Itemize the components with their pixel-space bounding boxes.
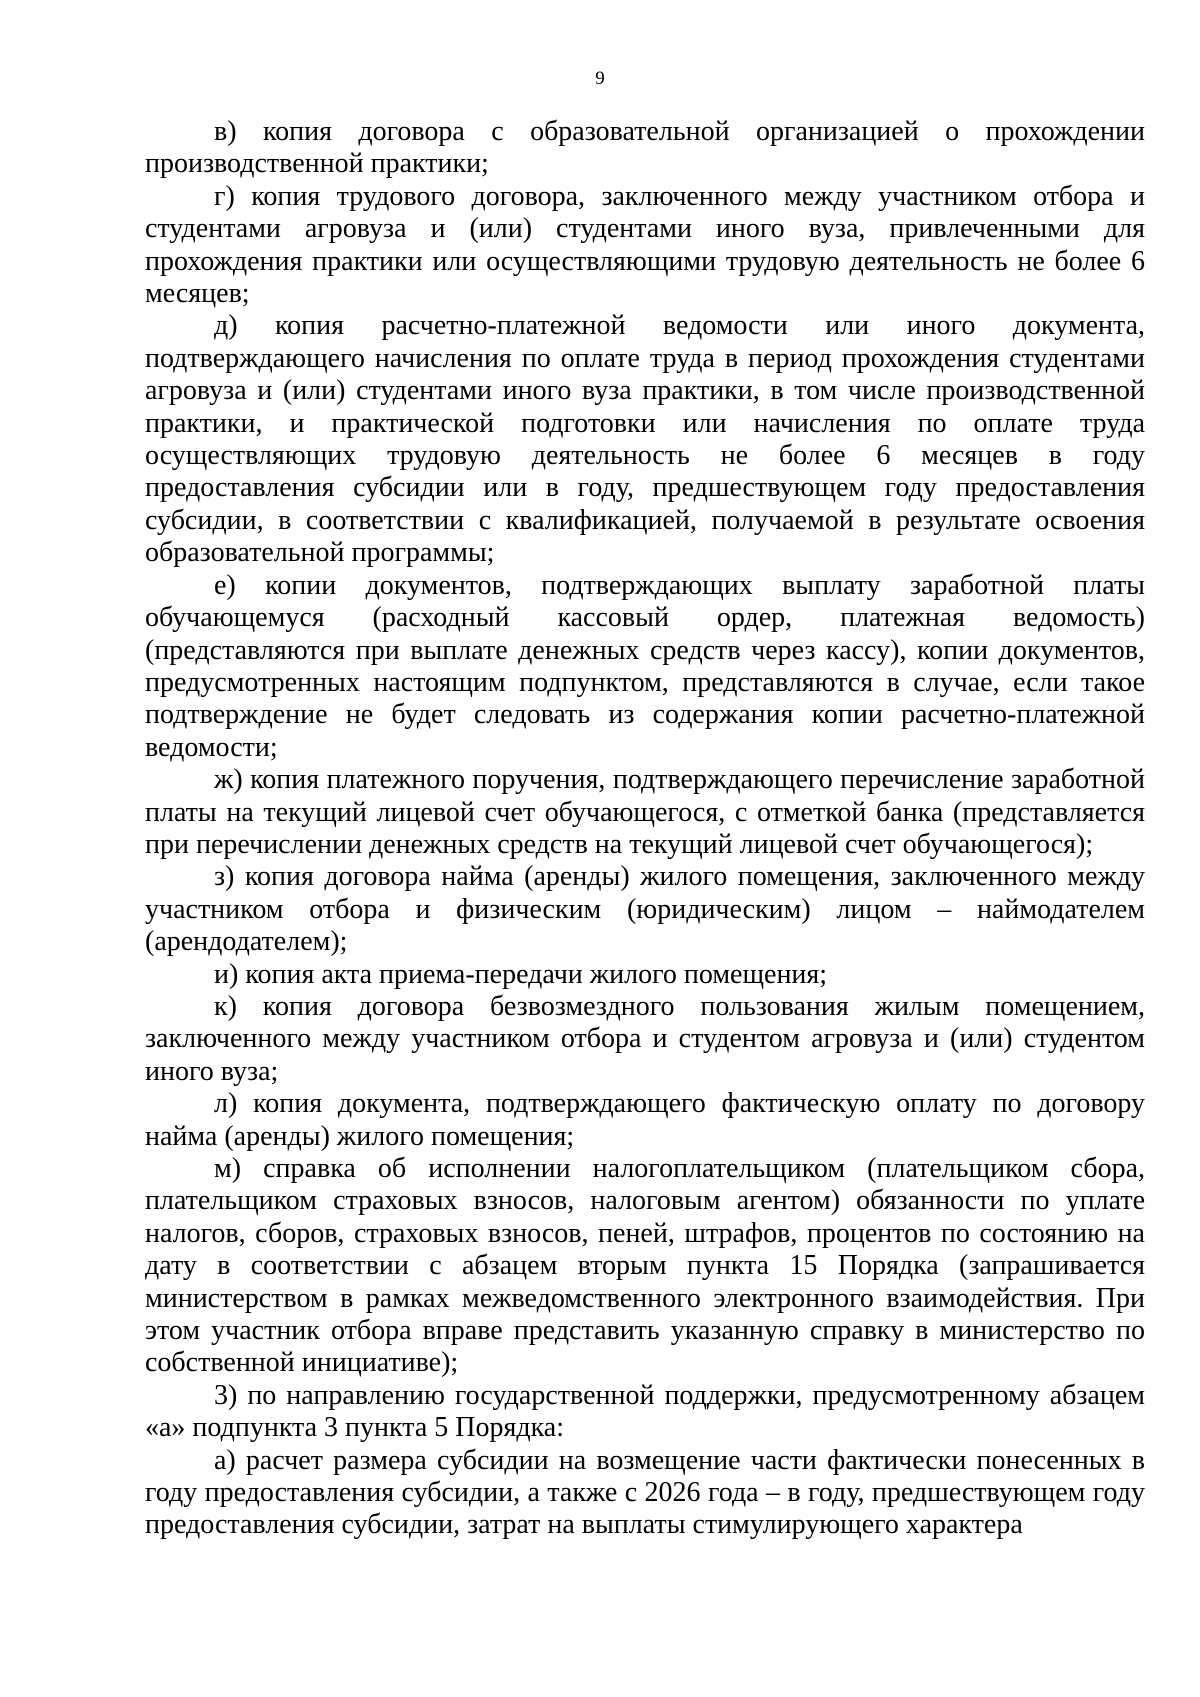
paragraph-3: 3) по направлению государственной поддержки, предусмотренному абзацем «а» подпункта 3 пункта 5 Порядка: bbox=[145, 1379, 1145, 1444]
paragraph-g: г) копия трудового договора, заключенного между участником отбора и студентами агровуза и (или) студентами иного вуза, привлеченными для прохождения практики или осуществляющими трудовую деятельность не более 6 месяцев; bbox=[145, 180, 1145, 310]
document-body bbox=[145, 116, 1145, 1542]
paragraph-i: и) копия акта приема-передачи жилого помещения; bbox=[214, 958, 828, 990]
paragraph-l: л) копия документа, подтверждающего фактическую оплату по договору найма (аренды) жилого помещения; bbox=[145, 1088, 1145, 1152]
paragraph-d: д) копия расчетно-платежной ведомости или иного документа, подтверждающего начисления по оплате труда в период прохождения студентами агровуза и (или) студентами иного вуза практики, в том числе производственной практики, и практической подготовки или начисления по оплате труда осуществляющих трудовую деятельность не более 6 месяцев в году предоставления субсидии или в году, предшествующем году предоставления субсидии, в соответствии с квалификацией, получаемой в результате освоения образовательной программы; bbox=[145, 310, 1145, 569]
paragraph-k: к) копия договора безвозмездного пользования жилым помещением, заключенного между участником отбора и студентом агровуза и (или) студентом иного вуза; bbox=[145, 990, 1145, 1087]
paragraph-v: в) копия договора с образовательной организацией о прохождении производственной практики; bbox=[145, 116, 1145, 180]
paragraph-e: е) копии документов, подтверждающих выплату заработной платы обучающемуся (расходный кассовый ордер, платежная ведомость) (представляются при выплате денежных средств через кассу), копии документов, предусмотренных настоящим подпунктом, представляются в случае, если такое подтверждение не будет следовать из содержания копии расчетно-платежной ведомости; bbox=[145, 569, 1145, 763]
paragraph-z: з) копия договора найма (аренды) жилого помещения, заключенного между участником отбора и физическим (юридическим) лицом – наймодателем (арендодателем); bbox=[145, 861, 1145, 958]
paragraph-a: а) расчет размера субсидии на возмещение части фактически понесенных в году предоставления субсидии, а также с 2026 года – в году, предшествующем году предоставления субсидии, затрат на выплаты стимулирующего характера bbox=[145, 1444, 1145, 1541]
paragraph-zh: ж) копия платежного поручения, подтверждающего перечисление заработной платы на текущий лицевой счет обучающегося, с отметкой банка (представляется при перечислении денежных средств на текущий лицевой счет обучающегося); bbox=[145, 764, 1145, 860]
paragraph-m: м) справка об исполнении налогоплательщиком (плательщиком сбора, плательщиком страховых взносов, налоговым агентом) обязанности по уплате налогов, сборов, страховых взносов, пеней, штрафов, процентов по состоянию на дату в соответствии с абзацем вторым пункта 15 Порядка (запрашивается министерством в рамках межведомственного электронного взаимодействия. При этом участник отбора вправе представить указанную справку в министерство по собственной инициативе); bbox=[145, 1153, 1145, 1379]
page-number: 9 bbox=[595, 68, 605, 89]
